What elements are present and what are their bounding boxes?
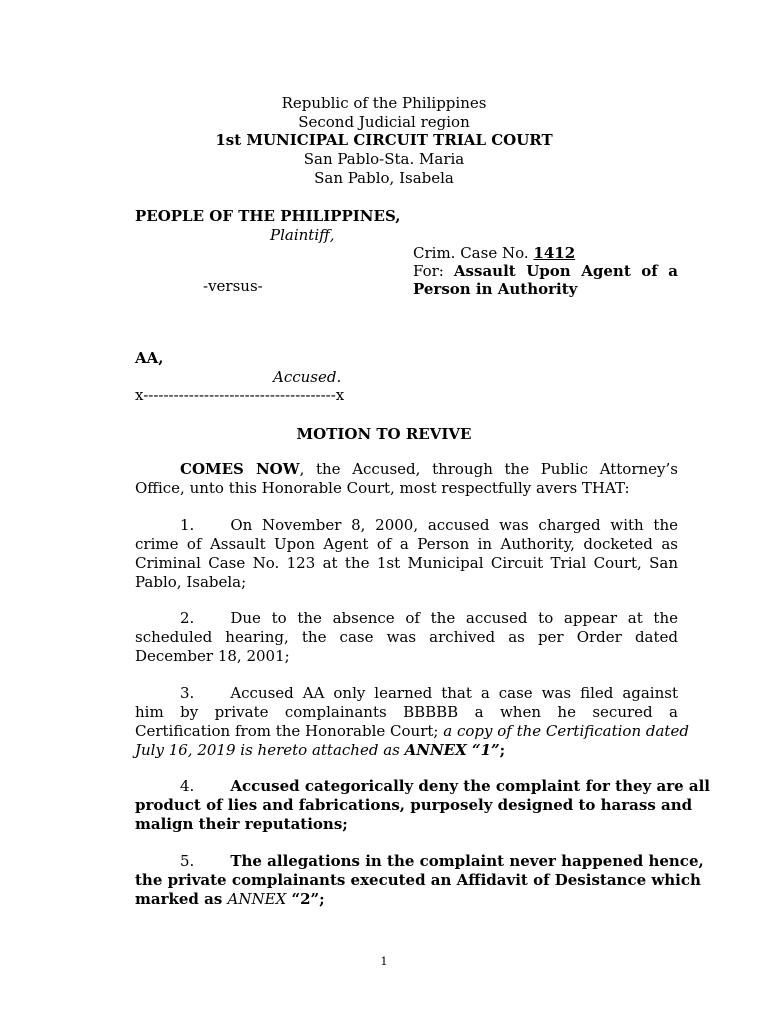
accused-name: AA, xyxy=(135,349,164,367)
caption-divider: x--------------------------------------x xyxy=(135,386,345,404)
intro-paragraph xyxy=(135,460,678,498)
p4-line-2: product of lies and fabrications, purposely designed to harass and xyxy=(135,796,693,814)
case-for-label: For: xyxy=(413,262,444,280)
p5-line-3: marked as ANNEX “2”; xyxy=(135,890,325,908)
p1-line-4: Pablo, Isabela; xyxy=(135,573,247,591)
header-court: 1st MUNICIPAL CIRCUIT TRIAL COURT xyxy=(215,131,553,149)
p4-line-3: malign their reputations; xyxy=(135,815,348,833)
case-number-value: 1412 xyxy=(533,244,576,262)
header-region: Second Judicial region xyxy=(298,113,470,131)
paragraph-5 xyxy=(135,852,704,909)
case-for-line xyxy=(413,262,678,280)
p2-line-3: December 18, 2001; xyxy=(135,647,290,665)
case-number-label: Crim. Case No. xyxy=(413,244,529,262)
paragraph-1 xyxy=(135,516,678,592)
intro-line-1: COMES NOW, the Accused, through the Public Attorney’s xyxy=(180,460,678,478)
header-republic: Republic of the Philippines xyxy=(281,94,487,112)
accused-role: Accused. xyxy=(273,368,342,386)
p1-line-3: Criminal Case No. 123 at the 1st Municipal Circuit Trial Court, San xyxy=(135,554,678,572)
p3-line-4: July 16, 2019 is hereto attached as ANNEX “1”; xyxy=(135,741,506,759)
p1-line-2: crime of Assault Upon Agent of a Person in Authority, docketed as xyxy=(135,535,678,553)
header-location: San Pablo, Isabela xyxy=(314,169,454,187)
paragraph-3 xyxy=(135,684,689,760)
p4-line-1: 4. Accused categorically deny the complaint for they are all xyxy=(180,777,710,795)
paragraph-4 xyxy=(135,777,710,834)
p2-line-1: 2. Due to the absence of the accused to appear at the xyxy=(180,609,678,627)
p1-line-1: 1. On November 8, 2000, accused was charged with the xyxy=(180,516,678,534)
plaintiff-role: Plaintiff, xyxy=(270,226,335,244)
case-offense-2: Person in Authority xyxy=(413,280,578,298)
document-title: MOTION TO REVIVE xyxy=(296,425,472,443)
p3-line-2: him by private complainants BBBBB a when he secured a xyxy=(135,703,678,721)
p5-line-1: 5. The allegations in the complaint never happened hence, xyxy=(180,852,704,870)
page-number: 1 xyxy=(380,955,388,968)
header-branch: San Pablo-Sta. Maria xyxy=(303,150,465,168)
p3-line-1: 3. Accused AA only learned that a case was filed against xyxy=(180,684,678,702)
p2-line-2: scheduled hearing, the case was archived as per Order dated xyxy=(135,628,678,646)
case-offense-1: Assault Upon Agent of a xyxy=(453,262,678,280)
versus-label: -versus- xyxy=(203,277,263,295)
plaintiff-name: PEOPLE OF THE PHILIPPINES, xyxy=(135,207,401,225)
paragraph-2 xyxy=(135,609,678,666)
p3-line-3: Certification from the Honorable Court; a copy of the Certification dated xyxy=(135,722,689,740)
case-number xyxy=(413,244,575,262)
intro-line-2: Office, unto this Honorable Court, most respectfully avers THAT: xyxy=(135,479,630,497)
p5-line-2: the private complainants executed an Affidavit of Desistance which xyxy=(135,871,701,889)
